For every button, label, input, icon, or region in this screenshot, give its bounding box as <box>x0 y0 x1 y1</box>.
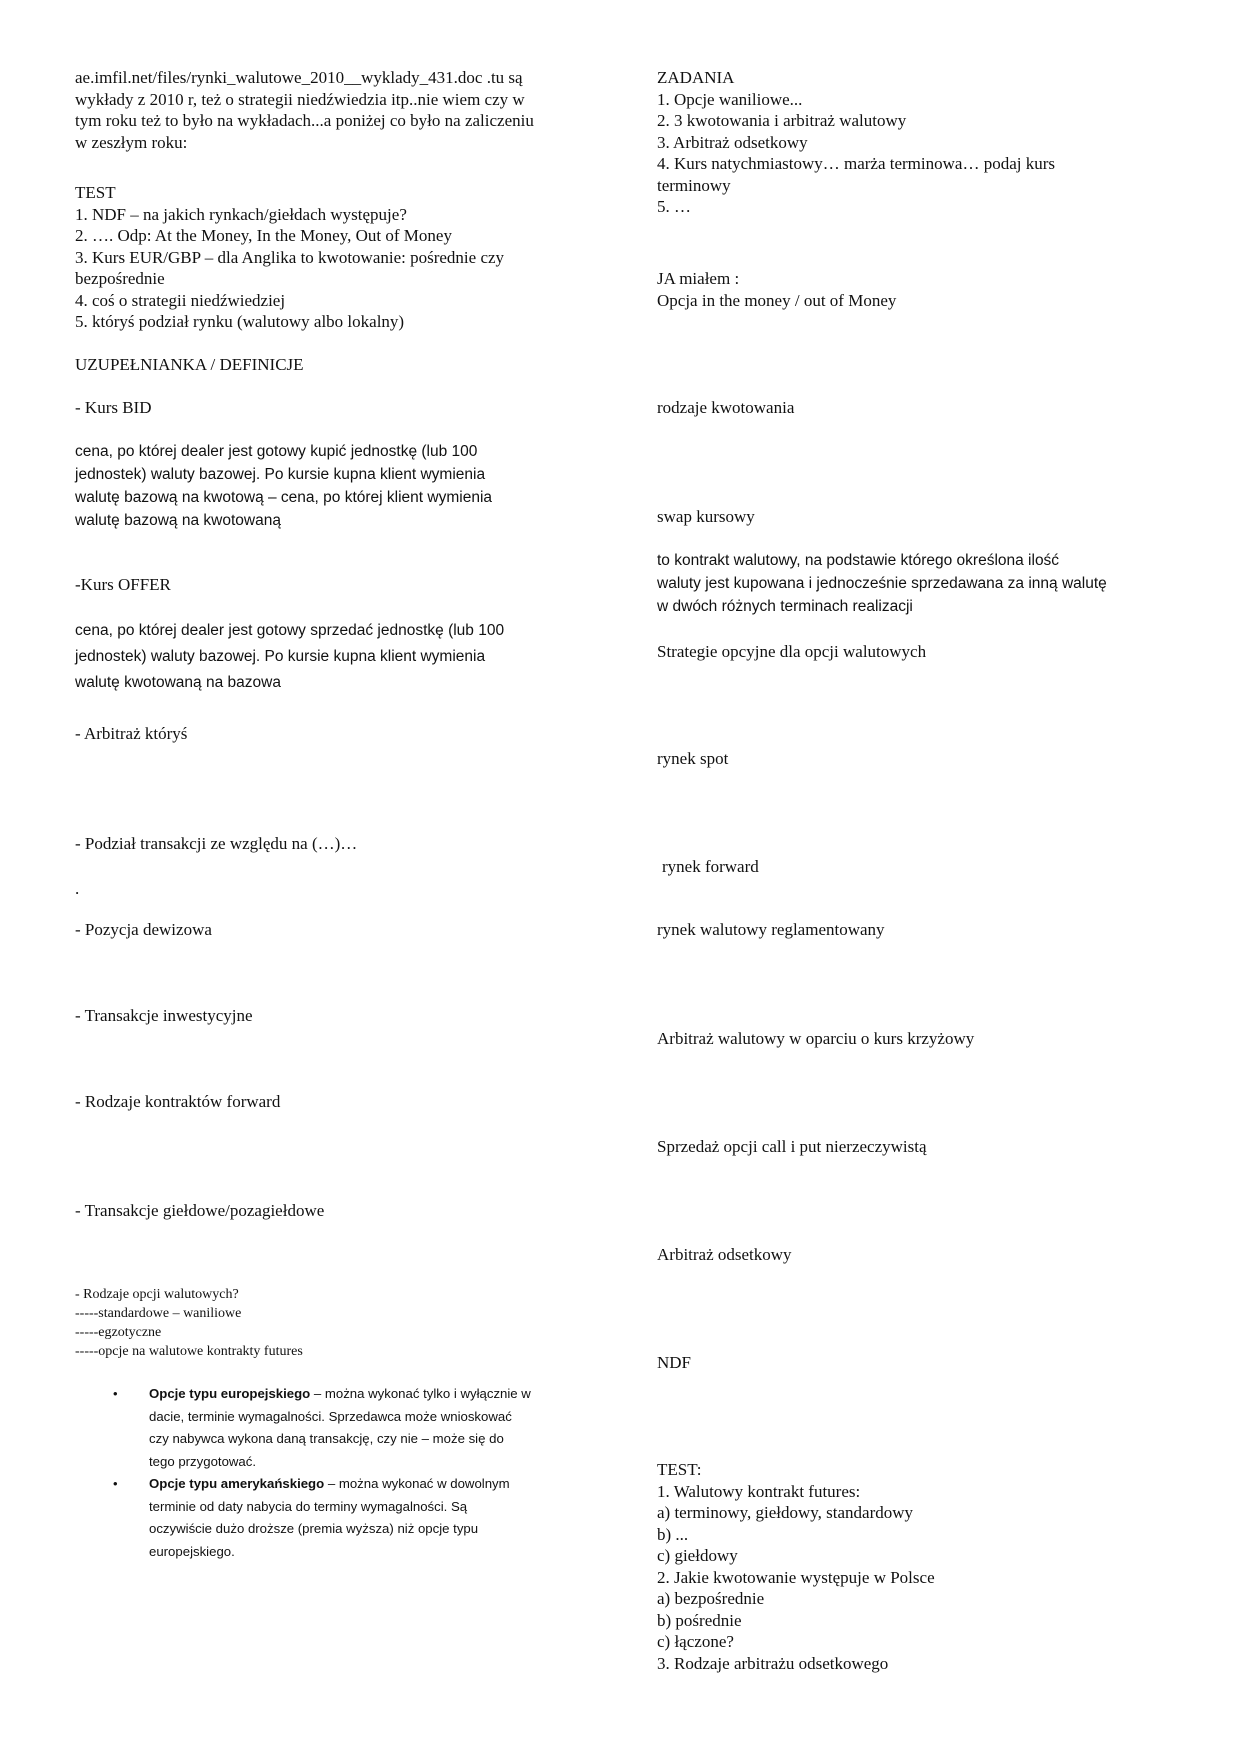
right-test-item: c) giełdowy <box>657 1546 738 1565</box>
right-test-item: 2. Jakie kwotowanie występuje w Polsce <box>657 1567 935 1587</box>
task-item: 2. 3 kwotowania i arbitraż walutowy <box>657 111 907 130</box>
option-types-line: -----standardowe – waniliowe <box>75 1306 242 1321</box>
bullet-text: tego przygotować. <box>149 1453 257 1469</box>
intro-line: ae.imfil.net/files/rynki_walutowe_2010__wyklady_431.doc .tu są <box>75 68 523 87</box>
right-test-item: b) pośrednie <box>657 1610 742 1630</box>
division-label: - Podział transakcji ze względu na (…)… <box>75 834 358 853</box>
bullet-text: czy nabywca wykona daną transakcję, czy nie – może się do <box>149 1431 504 1446</box>
bullet-american <box>75 1473 615 1563</box>
spot-label: rynek spot <box>657 749 729 768</box>
arbitrage-label: - Arbitraż któryś <box>75 724 188 743</box>
right-test-title: TEST: <box>657 1460 702 1479</box>
test-item: 4. coś o strategii niedźwiedziej <box>75 290 286 310</box>
offer-def-line: jednostek) waluty bazowej. Po kursie kupna klient wymienia <box>75 648 486 665</box>
investment-label: - Transakcje inwestycyjne <box>75 1006 253 1025</box>
option-types-list <box>75 1285 615 1361</box>
intro-paragraph <box>75 67 615 153</box>
option-bullets <box>75 1383 615 1563</box>
task-item: 3. Arbitraż odsetkowy <box>657 132 808 152</box>
test-item: bezpośrednie <box>75 269 165 288</box>
bullet-bold: Opcje typu amerykańskiego <box>149 1476 325 1491</box>
task-item: 5. … <box>657 197 691 216</box>
offer-definition <box>75 618 615 696</box>
test-item: 3. Kurs EUR/GBP – dla Anglika to kwotowanie: pośrednie czy <box>75 247 505 267</box>
bid-def-line: walutę bazową na kwotową – cena, po której klient wymienia <box>75 489 493 506</box>
bid-definition <box>75 440 615 532</box>
right-test-item: a) bezpośrednie <box>657 1589 765 1608</box>
intro-line: w zeszłym roku: <box>75 132 188 152</box>
i-had-item: Opcja in the money / out of Money <box>657 290 897 310</box>
bid-def-line: walutę bazową na kwotowaną <box>75 512 281 529</box>
option-types-line: -----egzotyczne <box>75 1325 162 1340</box>
quote-types-label: rodzaje kwotowania <box>657 398 795 417</box>
bullet-european <box>75 1383 615 1473</box>
intro-line: tym roku też to było na wykładach...a poniżej co było na zaliczeniu <box>75 111 534 130</box>
right-test-section <box>657 1459 1197 1674</box>
tasks-title: ZADANIA <box>657 68 735 87</box>
right-test-item: 1. Walutowy kontrakt futures: <box>657 1481 861 1501</box>
offer-def-line: walutę kwotowaną na bazowa <box>75 674 281 691</box>
bid-def-line: jednostek) waluty bazowej. Po kursie kupna klient wymienia <box>75 466 486 483</box>
bullet-text: europejskiego. <box>149 1543 235 1559</box>
offer-def-line: cena, po której dealer jest gotowy sprzedać jednostkę (lub 100 <box>75 622 505 639</box>
i-had-section <box>657 268 1197 311</box>
forward-types-label: - Rodzaje kontraktów forward <box>75 1092 281 1111</box>
position-label: - Pozycja dewizowa <box>75 920 212 939</box>
interest-label: Arbitraż odsetkowy <box>657 1245 792 1264</box>
tasks-section <box>657 67 1197 218</box>
bid-def-line: cena, po której dealer jest gotowy kupić jednostkę (lub 100 <box>75 443 478 460</box>
exchange-label: - Transakcje giełdowe/pozagiełdowe <box>75 1201 325 1220</box>
swap-def-line: waluty jest kupowana i jednocześnie sprzedawana za inną walutę <box>657 575 1107 592</box>
bullet-text: dacie, terminie wymagalności. Sprzedawca może wnioskować <box>149 1408 512 1424</box>
sale-label: Sprzedaż opcji call i put nierzeczywistą <box>657 1137 927 1156</box>
bid-label: - Kurs BID <box>75 398 152 417</box>
swap-definition <box>657 549 1197 618</box>
strategies-label: Strategie opcyjne dla opcji walutowych <box>657 642 927 661</box>
bullet-text: terminie od daty nabycia do terminy wymagalności. Są <box>149 1498 468 1514</box>
task-item: 1. Opcje waniliowe... <box>657 89 803 109</box>
option-types-line: -----opcje na walutowe kontrakty futures <box>75 1344 303 1359</box>
bullet-glyph: • <box>113 1386 118 1401</box>
task-item: terminowy <box>657 175 731 195</box>
dot-line: . <box>75 879 80 898</box>
regulated-label: rynek walutowy reglamentowany <box>657 920 885 939</box>
offer-label: -Kurs OFFER <box>75 575 171 594</box>
cross-label: Arbitraż walutowy w oparciu o kurs krzyżowy <box>657 1029 975 1048</box>
swap-label: swap kursowy <box>657 507 755 526</box>
right-test-item: c) łączone? <box>657 1632 734 1651</box>
intro-line: wykłady z 2010 r, też o strategii niedźwiedzia itp..nie wiem czy w <box>75 89 525 109</box>
right-test-item: b) ... <box>657 1524 689 1544</box>
test-title: TEST <box>75 183 116 202</box>
right-test-item: a) terminowy, giełdowy, standardowy <box>657 1503 914 1522</box>
bullet-text: – można wykonać w dowolnym <box>324 1476 510 1491</box>
ndf-label: NDF <box>657 1353 692 1372</box>
swap-def-line: to kontrakt walutowy, na podstawie którego określona ilość <box>657 552 1060 569</box>
bullet-glyph: • <box>113 1476 118 1491</box>
bullet-text: – można wykonać tylko i wyłącznie w <box>310 1386 531 1401</box>
option-types-line: - Rodzaje opcji walutowych? <box>75 1287 239 1302</box>
task-item: 4. Kurs natychmiastowy… marża terminowa… podaj kurs <box>657 154 1055 173</box>
test-section <box>75 182 615 333</box>
i-had-title: JA miałem : <box>657 269 740 288</box>
bullet-text: oczywiście dużo droższe (premia wyższa) niż opcje typu <box>149 1521 479 1536</box>
test-item: 5. któryś podział rynku (walutowy albo lokalny) <box>75 312 405 331</box>
swap-def-line: w dwóch różnych terminach realizacji <box>657 598 913 615</box>
bullet-bold: Opcje typu europejskiego <box>149 1386 311 1401</box>
test-item: 1. NDF – na jakich rynkach/giełdach występuje? <box>75 204 407 224</box>
right-test-item: 3. Rodzaje arbitrażu odsetkowego <box>657 1653 889 1673</box>
forward-label: rynek forward <box>662 857 759 876</box>
fill-title: UZUPEŁNIANKA / DEFINICJE <box>75 355 304 374</box>
test-item: 2. …. Odp: At the Money, In the Money, Out of Money <box>75 226 452 245</box>
